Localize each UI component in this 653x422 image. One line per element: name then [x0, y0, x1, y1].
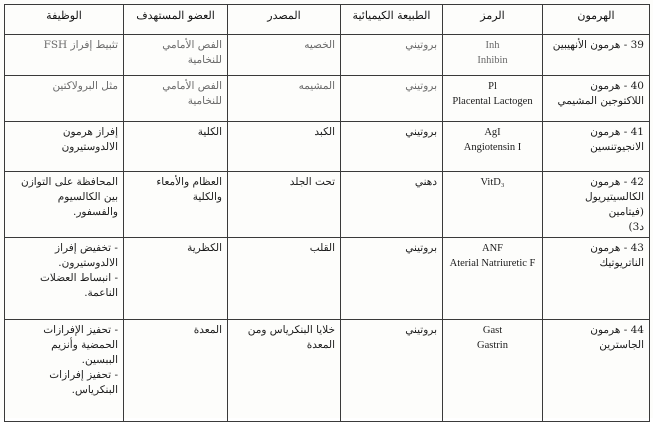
- symbol-cell: [443, 35, 543, 76]
- symbol-cell: [443, 238, 543, 320]
- source-line: القلب: [309, 242, 335, 254]
- table-row: [5, 172, 650, 238]
- function-cell: [5, 172, 124, 238]
- target-cell: [124, 238, 228, 320]
- function-line: مثل البرولاكتين: [52, 80, 118, 92]
- target-line: للنخامية: [187, 54, 222, 66]
- source-line: الكبد: [314, 126, 335, 138]
- table-row: [5, 122, 650, 172]
- hormone-cell: [543, 172, 650, 238]
- nature-cell: بروتيني: [341, 76, 443, 122]
- hormone-name-line: 41 - هرمون: [590, 126, 644, 138]
- symbol-abbr: AgI: [484, 127, 501, 138]
- symbol-full: Aterial Natriuretic F: [449, 258, 536, 269]
- hormone-cell: [543, 320, 650, 422]
- function-cell: [5, 76, 124, 122]
- nature-cell: بروتيني: [341, 320, 443, 422]
- target-cell: [124, 76, 228, 122]
- nature-cell: بروتيني: [341, 35, 443, 76]
- hormone-name-line: 39 - هرمون الأنهيبين: [552, 39, 644, 51]
- symbol-abbr: Gast: [482, 325, 503, 336]
- hormone-name-line: الجاسترين: [599, 339, 644, 351]
- symbol-abbr: Inh: [485, 40, 500, 51]
- hormone-cell: [543, 122, 650, 172]
- target-line: المعدة: [193, 324, 222, 336]
- function-line: إفراز هرمون: [62, 126, 118, 138]
- header-hormone: الهرمون: [543, 5, 650, 35]
- hormone-table: [4, 4, 650, 422]
- header-symbol: الرمز: [443, 5, 543, 35]
- symbol-cell: [443, 172, 543, 238]
- header-source: المصدر: [228, 5, 341, 35]
- function-cell: [5, 320, 124, 422]
- function-cell: [5, 35, 124, 76]
- header-chemical-nature: الطبيعة الكيميائية: [341, 5, 443, 35]
- function-line: والفسفور.: [72, 206, 118, 218]
- target-line: والكلية: [192, 191, 222, 203]
- source-line: المعدة: [306, 339, 335, 351]
- target-line: الفص الأمامي: [162, 39, 222, 51]
- source-cell: [228, 76, 341, 122]
- target-line: العظام والأمعاء: [156, 176, 222, 188]
- target-cell: [124, 172, 228, 238]
- target-line: للنخامية: [187, 95, 222, 107]
- symbol-abbr: VitD₃: [480, 177, 505, 188]
- source-line: تحت الجلد: [289, 176, 335, 188]
- target-cell: [124, 35, 228, 76]
- nature-cell: بروتيني: [341, 238, 443, 320]
- hormone-name-line: 44 - هرمون: [590, 324, 644, 336]
- function-cell: [5, 238, 124, 320]
- function-line: الالدوستيرون: [61, 141, 118, 153]
- target-line: الفص الأمامي: [162, 80, 222, 92]
- symbol-cell: [443, 320, 543, 422]
- source-cell: [228, 320, 341, 422]
- source-line: الخصيه: [304, 39, 335, 51]
- target-line: الكظرية: [187, 242, 222, 254]
- source-line: خلايا البنكرياس ومن: [247, 324, 335, 336]
- table-row: [5, 238, 650, 320]
- function-line: المحافظة على التوازن: [20, 176, 118, 188]
- hormone-name-line: اللاكتوجين المشيمي: [557, 95, 644, 107]
- table-header-row: [5, 5, 650, 35]
- target-cell: [124, 320, 228, 422]
- hormone-cell: [543, 238, 650, 320]
- hormone-cell: [543, 76, 650, 122]
- symbol-full: Placental Lactogen: [452, 96, 533, 107]
- hormone-name-line: د3): [628, 221, 644, 233]
- target-cell: [124, 122, 228, 172]
- table-row: [5, 76, 650, 122]
- function-line: الببسين.: [81, 354, 118, 366]
- function-line: - انبساط العضلات: [40, 272, 118, 284]
- nature-cell: دهني: [341, 172, 443, 238]
- source-cell: [228, 122, 341, 172]
- function-line: الناعمة.: [84, 287, 118, 299]
- function-line: بين الكالسيوم: [57, 191, 118, 203]
- source-line: المشيمه: [298, 80, 335, 92]
- function-line: الحمضية وأنزيم: [51, 339, 118, 351]
- function-line: - تحفيز إفرازات: [49, 369, 118, 381]
- symbol-cell: [443, 76, 543, 122]
- hormone-name-line: الكالسيتيريول (فيتامين: [585, 191, 644, 218]
- function-line: تثبيط إفراز FSH: [43, 39, 118, 51]
- symbol-cell: [443, 122, 543, 172]
- function-line: - تحفيز الإفرازات: [43, 324, 118, 336]
- symbol-full: Inhibin: [477, 55, 508, 66]
- source-cell: [228, 35, 341, 76]
- function-line: البنكرياس.: [71, 384, 118, 396]
- target-line: الكلية: [197, 126, 222, 138]
- symbol-abbr: Pl: [488, 81, 497, 92]
- header-function: الوظيفة: [5, 5, 124, 35]
- symbol-abbr: ANF: [481, 243, 503, 254]
- hormone-name-line: 42 - هرمون: [590, 176, 644, 188]
- header-target-organ: العضو المستهدف: [124, 5, 228, 35]
- source-cell: [228, 172, 341, 238]
- hormone-name-line: الانجيوتنسين: [590, 141, 644, 153]
- nature-cell: بروتيني: [341, 122, 443, 172]
- table-row: [5, 35, 650, 76]
- symbol-full: Angiotensin I: [463, 142, 522, 153]
- hormone-name-line: 40 - هرمون: [590, 80, 644, 92]
- table-row: [5, 320, 650, 422]
- function-line: - تخفيض إفراز: [55, 242, 118, 254]
- hormone-name-line: 43 - هرمون: [590, 242, 644, 254]
- hormone-name-line: الناتريوتيك: [599, 257, 644, 269]
- source-cell: [228, 238, 341, 320]
- symbol-full: Gastrin: [477, 340, 508, 351]
- function-cell: [5, 122, 124, 172]
- hormone-cell: [543, 35, 650, 76]
- function-line: الالدوستيرون.: [58, 257, 118, 269]
